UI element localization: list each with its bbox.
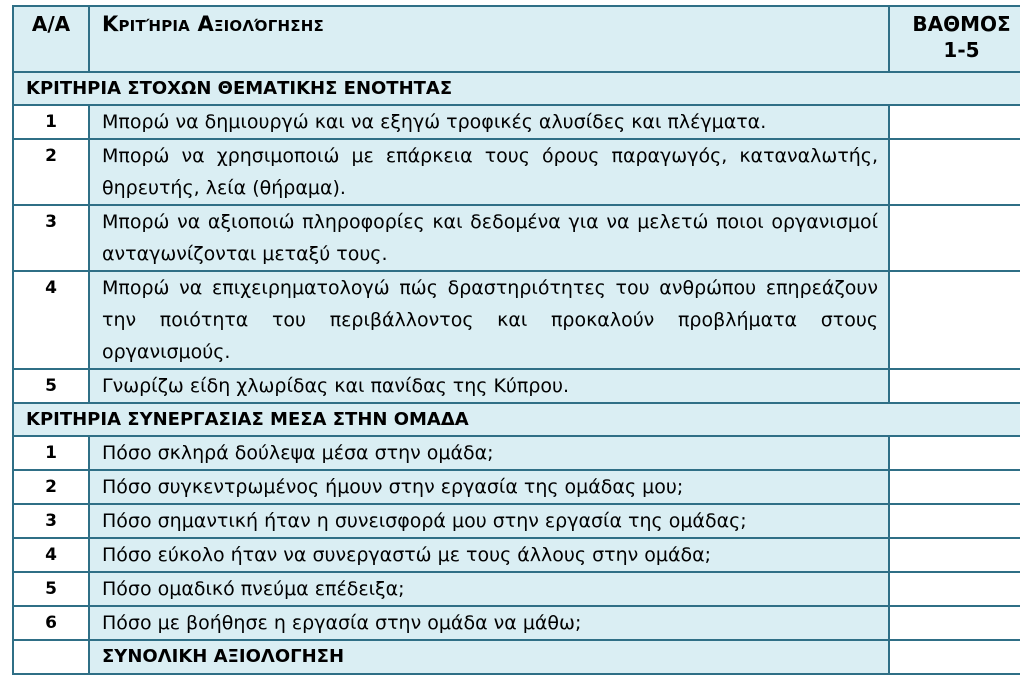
- score-cell[interactable]: [889, 606, 1020, 640]
- row-number: 6: [13, 606, 89, 640]
- row-criterion: Πόσο ομαδικό πνεύμα επέδειξα;: [89, 572, 889, 606]
- score-cell[interactable]: [889, 470, 1020, 504]
- score-cell[interactable]: [889, 572, 1020, 606]
- table-row: [13, 205, 1020, 271]
- header-score-cell: [889, 6, 1020, 72]
- total-row: [13, 640, 1020, 674]
- row-number: 5: [13, 572, 89, 606]
- header-score-range: 1-5: [943, 38, 980, 62]
- score-cell[interactable]: [889, 436, 1020, 470]
- header-criteria-label: Κριτήρια Αξιολόγησης: [102, 12, 324, 36]
- row-number: 4: [13, 538, 89, 572]
- row-criterion: Μπορώ να χρησιμοποιώ με επάρκεια τους όρους παραγωγός, καταναλωτής, θηρευτής, λεία (θήραμα).: [89, 139, 889, 205]
- table-row: [13, 369, 1020, 403]
- total-label: ΣΥΝΟΛΙΚΗ ΑΞΙΟΛΟΓΗΣΗ: [89, 640, 889, 674]
- table-row: [13, 606, 1020, 640]
- score-cell[interactable]: [889, 271, 1020, 369]
- score-cell[interactable]: [889, 139, 1020, 205]
- table-row: [13, 139, 1020, 205]
- total-number-cell: [13, 640, 89, 674]
- row-number: 2: [13, 139, 89, 205]
- table-row: [13, 470, 1020, 504]
- table-row: [13, 105, 1020, 139]
- row-criterion: Μπορώ να αξιοποιώ πληροφορίες και δεδομένα για να μελετώ ποιοι οργανισμοί ανταγωνίζονται μεταξύ τους.: [89, 205, 889, 271]
- section-row-cooperation: [13, 403, 1020, 436]
- section-row-goals: [13, 72, 1020, 105]
- row-criterion: Μπορώ να δημιουργώ και να εξηγώ τροφικές αλυσίδες και πλέγματα.: [89, 105, 889, 139]
- evaluation-table: [12, 5, 1020, 675]
- row-number: 5: [13, 369, 89, 403]
- table-row: [13, 538, 1020, 572]
- score-cell[interactable]: [889, 538, 1020, 572]
- row-number: 1: [13, 105, 89, 139]
- total-score-cell[interactable]: [889, 640, 1020, 674]
- score-cell[interactable]: [889, 504, 1020, 538]
- section-title: ΚΡΙΤΗΡΙΑ ΣΤΟΧΩΝ ΘΕΜΑΤΙΚΗΣ ΕΝΟΤΗΤΑΣ: [13, 72, 1020, 105]
- row-number: 3: [13, 504, 89, 538]
- table-header-row: [13, 6, 1020, 72]
- row-criterion: Πόσο συγκεντρωμένος ήμουν στην εργασία της ομάδας μου;: [89, 470, 889, 504]
- header-number-cell: Α/Α: [13, 6, 89, 72]
- row-criterion: Πόσο με βοήθησε η εργασία στην ομάδα να μάθω;: [89, 606, 889, 640]
- row-criterion: Πόσο σημαντική ήταν η συνεισφορά μου στην εργασία της ομάδας;: [89, 504, 889, 538]
- table-row: [13, 504, 1020, 538]
- score-cell[interactable]: [889, 105, 1020, 139]
- row-number: 1: [13, 436, 89, 470]
- section-title: ΚΡΙΤΗΡΙΑ ΣΥΝΕΡΓΑΣΙΑΣ ΜΕΣΑ ΣΤΗΝ ΟΜΑΔΑ: [13, 403, 1020, 436]
- header-criteria-cell: [89, 6, 889, 72]
- row-number: 4: [13, 271, 89, 369]
- row-criterion: Πόσο εύκολο ήταν να συνεργαστώ με τους άλλους στην ομάδα;: [89, 538, 889, 572]
- score-cell[interactable]: [889, 369, 1020, 403]
- row-number: 3: [13, 205, 89, 271]
- row-criterion: Πόσο σκληρά δούλεψα μέσα στην ομάδα;: [89, 436, 889, 470]
- row-criterion: Γνωρίζω είδη χλωρίδας και πανίδας της Κύπρου.: [89, 369, 889, 403]
- row-criterion: Μπορώ να επιχειρηματολογώ πώς δραστηριότητες του ανθρώπου επηρεάζουν την ποιότητα του περιβάλλοντος και προκαλούν προβλήματα στους οργανισμούς.: [89, 271, 889, 369]
- header-score-label: ΒΑΘΜΟΣ: [912, 12, 1011, 36]
- table-row: [13, 572, 1020, 606]
- table-row: [13, 271, 1020, 369]
- table-row: [13, 436, 1020, 470]
- row-number: 2: [13, 470, 89, 504]
- score-cell[interactable]: [889, 205, 1020, 271]
